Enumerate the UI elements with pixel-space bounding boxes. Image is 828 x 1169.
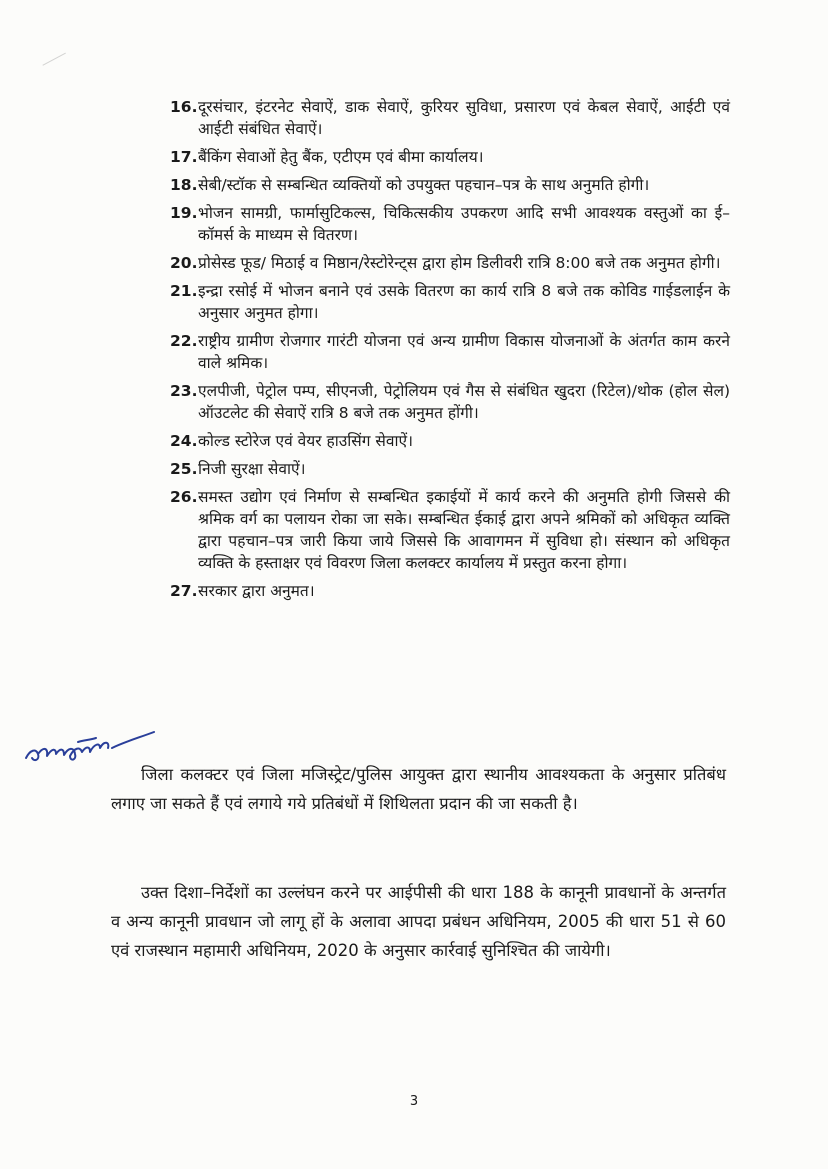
list-item [170, 486, 730, 574]
item-text: इन्द्रा रसोई में भोजन बनाने एवं उसके वितरण का कार्य रात्रि 8 बजे तक कोविड गाईडलाईन के अनुसार अनुमत होगा। [198, 282, 730, 322]
list-item [170, 458, 730, 480]
list-item [170, 96, 730, 140]
item-number: 19. [170, 204, 198, 222]
item-number: 26. [170, 488, 198, 506]
item-text: बैंकिंग सेवाओं हेतु बैंक, एटीएम एवं बीमा कार्यालय। [198, 148, 484, 166]
item-text: प्रोसेस्ड फूड/ मिठाई व मिष्ठान/रेस्टोरेन्ट्स द्वारा होम डिलीवरी रात्रि 8:00 बजे तक अनुमत होगी। [198, 254, 721, 272]
item-number: 25. [170, 460, 198, 478]
item-number: 20. [170, 254, 198, 272]
item-number: 22. [170, 332, 198, 350]
list-item [170, 380, 730, 424]
item-number: 16. [170, 98, 198, 116]
item-number: 18. [170, 176, 198, 194]
item-text: सेबी/स्टॉक से सम्बन्धित व्यक्तियों को उपयुक्त पहचान–पत्र के साथ अनुमति होगी। [198, 176, 650, 194]
item-number: 21. [170, 282, 198, 300]
item-text: सरकार द्वारा अनुमत। [198, 582, 315, 600]
item-text: एलपीजी, पेट्रोल पम्प, सीएनजी, पेट्रोलियम एवं गैस से संबंधित खुदरा (रिटेल)/थोक (होल सेल) ऑउटलेट की सेवाऐं रात्रि 8 बजे तक अनुमत होंगी। [198, 382, 730, 422]
item-number: 27. [170, 582, 198, 600]
permitted-services-list [170, 96, 730, 608]
restriction-paragraph: जिला कलक्टर एवं जिला मजिस्ट्रेट/पुलिस आयुक्त द्वारा स्थानीय आवश्यकता के अनुसार प्रतिबंध लगाए जा सकते हैं एवं लगाये गये प्रतिबंधों में शिथिलता प्रदान की जा सकती है। [111, 765, 726, 813]
list-item [170, 146, 730, 168]
item-text: समस्त उद्योग एवं निर्माण से सम्बन्धित इकाईयों में कार्य करने की अनुमति होगी जिससे की श्रमिक वर्ग का पलायन रोका जा सके। सम्बन्धित ईकाई द्वारा अपने श्रमिकों को अधिकृत व्यक्ति द्वारा पहचान–पत्र जारी किया जाये जिससे कि आवागमन में सुविधा हो। संस्थान को अधिकृत व्यक्ति के हस्ताक्षर एवं विवरण जिला कलक्टर कार्यालय में प्रस्तुत करना होगा। [198, 488, 730, 572]
item-text: निजी सुरक्षा सेवाऐं। [198, 460, 306, 478]
scan-mark [42, 53, 71, 77]
list-item [170, 330, 730, 374]
item-number: 23. [170, 382, 198, 400]
list-item [170, 430, 730, 452]
list-item [170, 252, 730, 274]
item-text: कोल्ड स्टोरेज एवं वेयर हाउसिंग सेवाऐं। [198, 432, 413, 450]
item-number: 17. [170, 148, 198, 166]
list-item [170, 580, 730, 602]
page-number: 3 [409, 1094, 419, 1109]
item-number: 24. [170, 432, 198, 450]
item-text: भोजन सामग्री, फार्मासुटिकल्स, चिकित्सकीय उपकरण आदि सभी आवश्यक वस्तुओं का ई–कॉमर्स के माध्यम से वितरण। [198, 204, 730, 244]
penalty-paragraph: उक्त दिशा–निर्देशों का उल्लंघन करने पर आईपीसी की धारा 188 के कानूनी प्रावधानों के अन्तर्गत व अन्य कानूनी प्रावधान जो लागू हों के अलावा आपदा प्रबंधन अधिनियम, 2005 की धारा 51 से 60 एवं राजस्थान महामारी अधिनियम, 2020 के अनुसार कार्रवाई सुनिश्चित की जायेगी। [111, 883, 726, 960]
item-text: दूरसंचार, इंटरनेट सेवाऐं, डाक सेवाऐं, कुरियर सुविधा, प्रसारण एवं केबल सेवाऐं, आईटी एवं आईटी संबंधित सेवाऐं। [198, 98, 730, 138]
item-text: राष्ट्रीय ग्रामीण रोजगार गारंटी योजना एवं अन्य ग्रामीण विकास योजनाओं के अंतर्गत काम करने वाले श्रमिक। [198, 332, 730, 372]
list-item [170, 174, 730, 196]
list-item [170, 202, 730, 246]
list-item [170, 280, 730, 324]
